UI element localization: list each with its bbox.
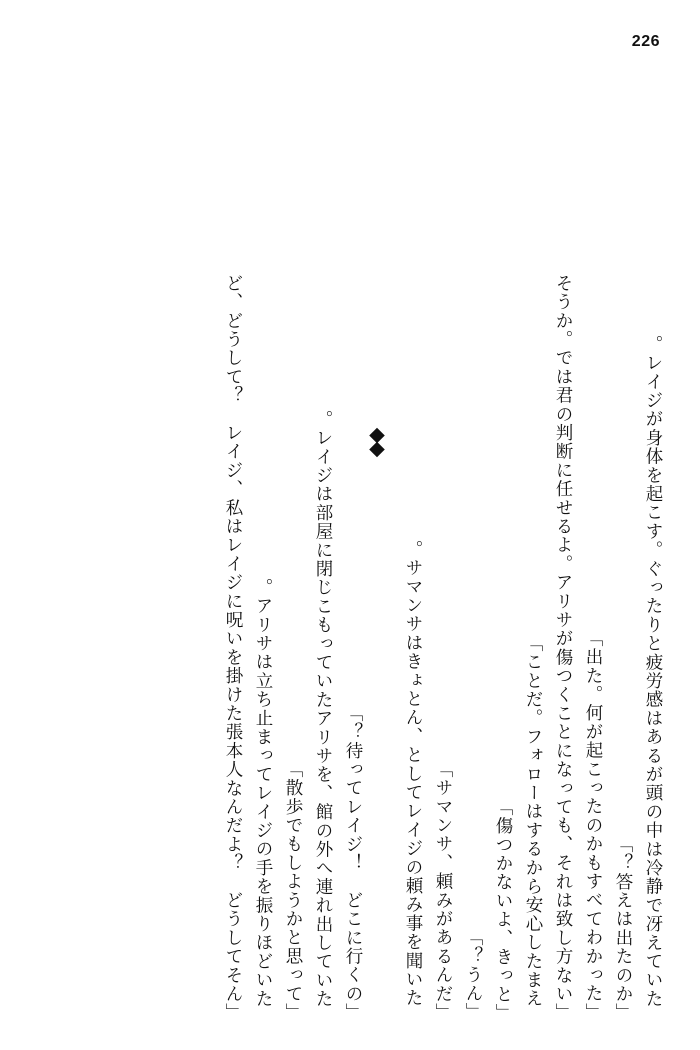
scene-divider-marks xyxy=(372,430,383,455)
text-column: 「うん？」 xyxy=(464,928,484,1022)
text-column: 「待ってレイジ！ どこに行くの？」 xyxy=(344,704,364,1022)
vertical-text-body xyxy=(40,78,664,1022)
scene-divider xyxy=(362,78,392,1008)
text-column: 「出た。何が起こったのかもすべてわかった」 xyxy=(584,629,604,1022)
text-column: 「ど、どうして？ レイジ、私はレイジに呪いを掛けた張本人なんだよ？ どうしてそん xyxy=(224,273,244,1022)
text-column: 「散歩でもしようかと思って」 xyxy=(284,760,304,1022)
text-column: 「答えは出たのか？」 xyxy=(614,834,634,1022)
text-column: 「サマンサ、頼みがあるんだ」 xyxy=(434,760,454,1022)
text-column: 「傷つかないよ、きっと」 xyxy=(494,797,514,1022)
text-column: レイジが身体を起こす。ぐったりと疲労感はあるが頭の中は冷静で冴えていた。 xyxy=(644,334,664,1008)
text-column: サマンサはきょとん、としてレイジの頼み事を聞いた。 xyxy=(404,540,424,1008)
text-column: ことだ。フォローはするから安心したまえ」 xyxy=(524,633,544,1008)
text-column: レイジは部屋に閉じこもっていたアリサを、館の外へ連れ出していた。 xyxy=(314,409,334,1008)
diamond-icon xyxy=(369,442,385,458)
page-number: 226 xyxy=(631,33,660,50)
text-column: 「そうか。では君の判断に任せるよ。アリサが傷つくことになっても、それは致し方ない xyxy=(554,273,574,1022)
text-column: アリサは立ち止まってレイジの手を振りほどいた。 xyxy=(254,577,274,1008)
